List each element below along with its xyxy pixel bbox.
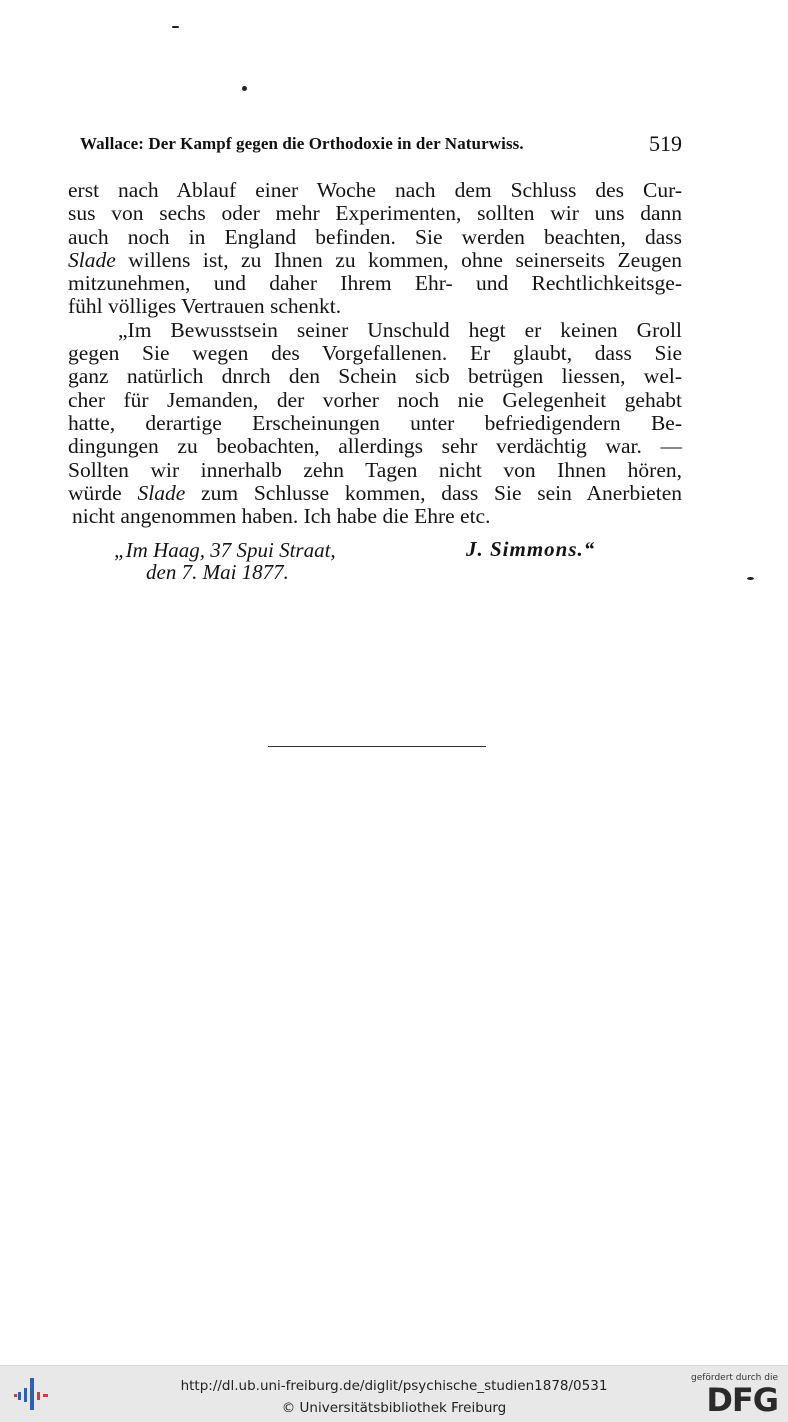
running-header [80, 132, 684, 158]
footer-bar [0, 1365, 788, 1422]
text-line: dingungen zu beobachten, allerdings sehr verdächtig war. — [68, 434, 682, 459]
page-number: 519 [649, 131, 682, 156]
signature-date: den 7. Mai 1877. [146, 560, 289, 584]
text-line: auch noch in England befinden. Sie werden beachten, dass [68, 224, 682, 249]
text-line: gegen Sie wegen des Vorgefallenen. Er glaubt, dass Sie [68, 341, 682, 366]
signature-place: „Im Haag, 37 Spui Straat, [114, 538, 336, 562]
text-line: ganz natürlich dnrch den Schein sicb betrügen liessen, wel- [68, 364, 682, 389]
text-line: mitzunehmen, und daher Ihrem Ehr- und Rechtlichkeitsge- [68, 271, 682, 296]
paragraph-2 [68, 319, 682, 529]
text-run: zum Schlusse kommen, dass Sie sein Anerbieten [185, 480, 682, 505]
text-line: nicht angenommen haben. Ich habe die Ehre etc. [72, 504, 491, 529]
text-line [68, 249, 682, 272]
text-run: willens ist, zu Ihnen zu kommen, ohne seinerseits Zeugen [115, 247, 682, 272]
closing-rule [268, 746, 486, 747]
signature-name: J. Simmons.“ [466, 537, 596, 561]
scan-speck [747, 577, 754, 580]
copyright-notice: © Universitätsbibliothek Freiburg [281, 1400, 507, 1416]
text-line: Sollten wir innerhalb zehn Tagen nicht von Ihnen hören, [68, 457, 682, 482]
scan-speck [172, 26, 179, 28]
text-line [68, 482, 682, 505]
text-line: cher für Jemanden, der vorher noch nie Gelegenheit gehabt [68, 387, 682, 412]
funding-note: gefördert durch die [691, 1373, 778, 1383]
text-line: hatte, derartige Erscheinungen unter befriedigendern Be- [68, 410, 682, 435]
text-line: sus von sechs oder mehr Experimenten, sollten wir uns dann [68, 201, 682, 226]
running-title: Wallace: Der Kampf gegen die Orthodoxie in der Naturwiss. [80, 134, 524, 153]
paragraph-1 [68, 179, 682, 319]
name-slade: Slade [68, 247, 116, 272]
dfg-logo: DFG [706, 1381, 778, 1419]
text-run: würde [68, 480, 138, 505]
name-slade: Slade [137, 480, 186, 505]
source-url[interactable]: http://dl.ub.uni-freiburg.de/diglit/psychische_studien1878/0531 [180, 1378, 608, 1394]
scan-speck [242, 86, 247, 91]
text-line: fühl völliges Vertrauen schenkt. [68, 294, 342, 319]
text-line: „Im Bewusstsein seiner Unschuld hegt er keinen Groll [118, 317, 682, 342]
text-line: erst nach Ablauf einer Woche nach dem Schluss des Cur- [68, 178, 682, 202]
body-text [68, 179, 682, 528]
